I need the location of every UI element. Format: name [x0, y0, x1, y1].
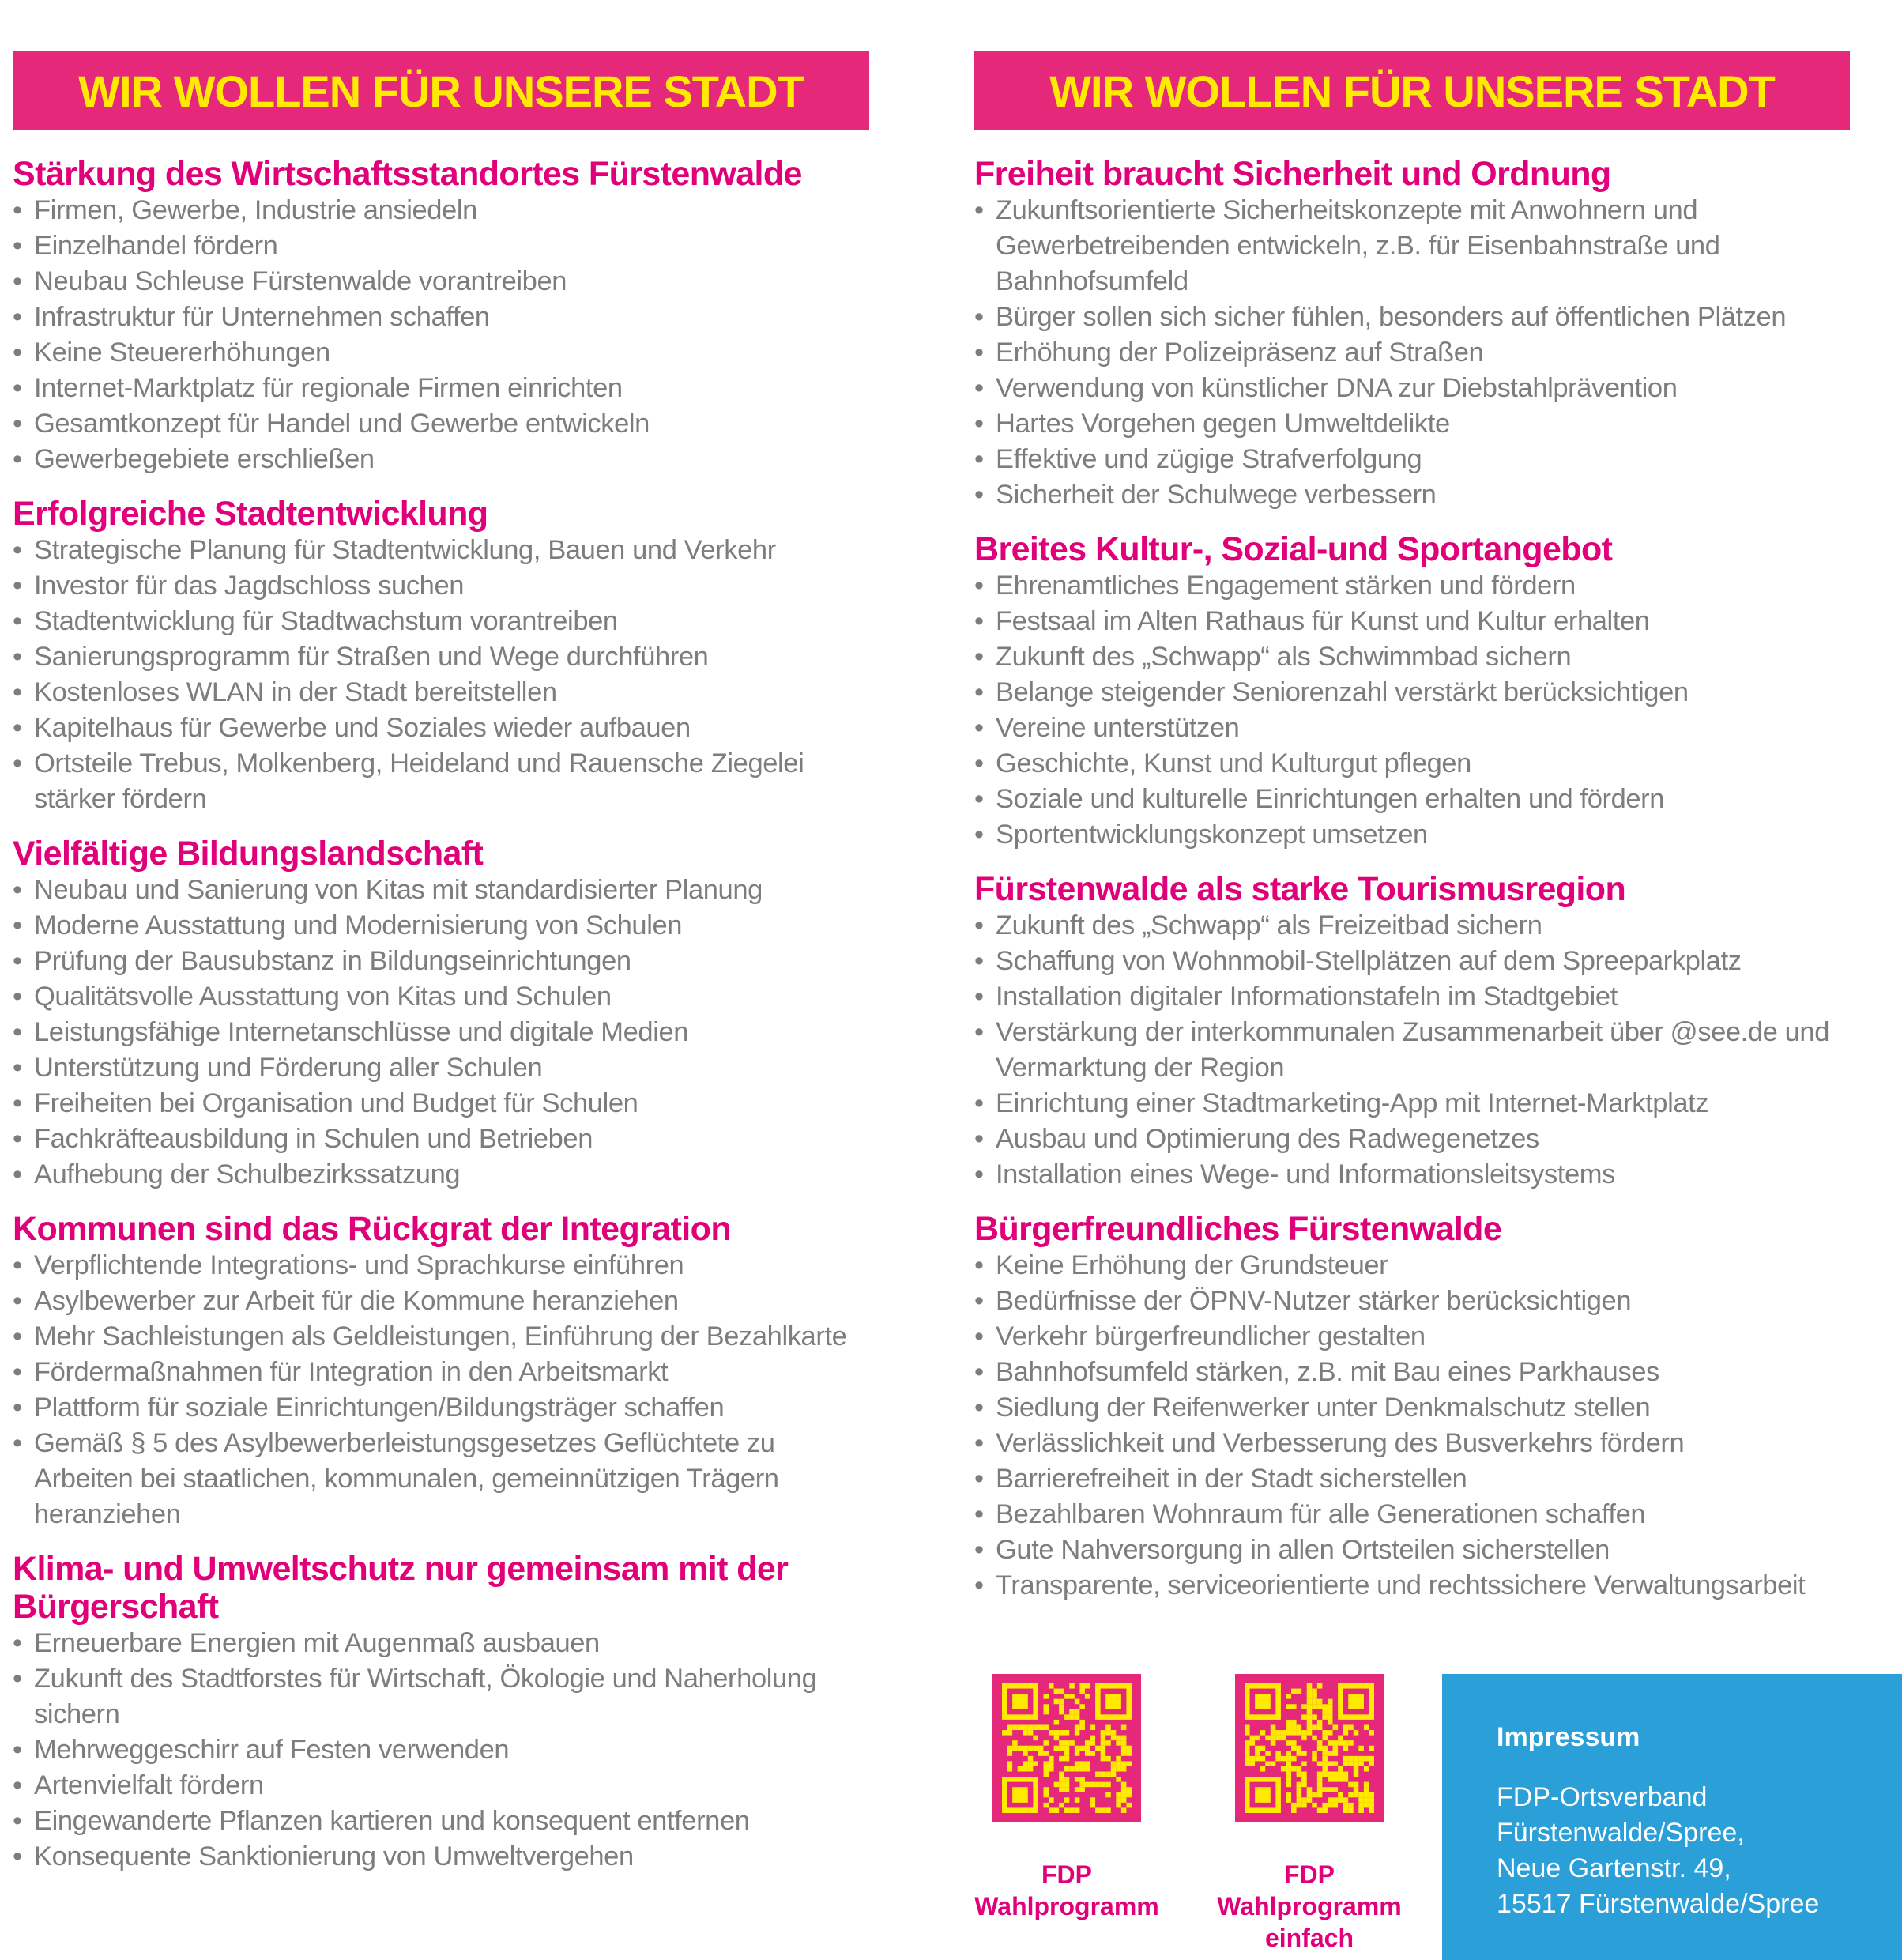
list-item: • Kostenloses WLAN in der Stadt bereitstellen: [13, 675, 877, 710]
list-item: • Unterstützung und Förderung aller Schulen: [13, 1050, 877, 1086]
list-item: • Sportentwicklungskonzept umsetzen: [974, 817, 1855, 853]
bullet-list: [974, 1248, 1855, 1604]
section-staerkung-des-wirtschaftsstandortes-fuer: [13, 155, 877, 477]
list-item: • Siedlung der Reifenwerker unter Denkmalschutz stellen: [974, 1390, 1855, 1426]
bullet-list: [13, 193, 877, 477]
list-item: • Strategische Planung für Stadtentwicklung, Bauen und Verkehr: [13, 533, 877, 568]
qr-label-line1: FDP: [1041, 1860, 1092, 1889]
section-title: Bürgerfreundliches Fürstenwalde: [974, 1210, 1502, 1248]
section-title: Erfolgreiche Stadtentwicklung: [13, 495, 488, 533]
bullet-list: [13, 1626, 877, 1875]
list-item: • Verpflichtende Integrations- und Sprachkurse einführen: [13, 1248, 877, 1283]
list-item: • Zukunftsorientierte Sicherheitskonzepte mit Anwohnern und Gewerbetreibenden entwickeln, z.B. für Eisenbahnstraße und Bahnhofsumfeld: [974, 193, 1855, 300]
list-item: • Erneuerbare Energien mit Augenmaß ausbauen: [13, 1626, 877, 1661]
qr-code-icon[interactable]: [992, 1674, 1141, 1822]
qr-label-line1: FDP Wahlprogramm: [1217, 1860, 1402, 1920]
list-item: • Mehr Sachleistungen als Geldleistungen, Einführung der Bezahlkarte: [13, 1319, 877, 1355]
qr-label-wahlprogramm-einfach: [1191, 1859, 1428, 1954]
list-item: • Vereine unterstützen: [974, 710, 1855, 746]
banner-left-title: WIR WOLLEN FÜR UNSERE STADT: [78, 66, 804, 116]
list-item: • Bahnhofsumfeld stärken, z.B. mit Bau eines Parkhauses: [974, 1355, 1855, 1390]
list-item: • Zukunft des Stadtforstes für Wirtschaft, Ökologie und Naherholung sichern: [13, 1661, 877, 1732]
list-item: • Verwendung von künstlicher DNA zur Diebstahlprävention: [974, 371, 1855, 406]
list-item: • Moderne Ausstattung und Modernisierung von Schulen: [13, 908, 877, 944]
bullet-list: [974, 568, 1855, 853]
list-item: • Verlässlichkeit und Verbesserung des Busverkehrs fördern: [974, 1426, 1855, 1461]
section-fuerstenwalde-als-starke-tourismusregion: [974, 870, 1855, 1193]
section-title: Kommunen sind das Rückgrat der Integration: [13, 1210, 731, 1248]
list-item: • Mehrweggeschirr auf Festen verwenden: [13, 1732, 877, 1768]
list-item: • Sanierungsprogramm für Straßen und Wege durchführen: [13, 639, 877, 675]
list-item: • Konsequente Sanktionierung von Umweltvergehen: [13, 1839, 877, 1875]
list-item: • Schaffung von Wohnmobil-Stellplätzen auf dem Spreeparkplatz: [974, 944, 1855, 979]
list-item: • Sicherheit der Schulwege verbessern: [974, 477, 1855, 513]
bullet-list: [13, 1248, 877, 1532]
section-title: Klima- und Umweltschutz nur gemeinsam mit der Bürgerschaft: [13, 1550, 789, 1626]
qr-block-wahlprogramm-einfach: [1191, 1674, 1428, 1954]
list-item: • Gewerbegebiete erschließen: [13, 442, 877, 477]
list-item: • Infrastruktur für Unternehmen schaffen: [13, 300, 877, 335]
list-item: • Prüfung der Bausubstanz in Bildungseinrichtungen: [13, 944, 877, 979]
qr-code-icon[interactable]: [1235, 1674, 1384, 1822]
list-item: • Keine Erhöhung der Grundsteuer: [974, 1248, 1855, 1283]
list-item: • Ehrenamtliches Engagement stärken und fördern: [974, 568, 1855, 604]
list-item: • Neubau und Sanierung von Kitas mit standardisierter Planung: [13, 873, 877, 908]
section-erfolgreiche-stadtentwicklung: [13, 495, 877, 817]
section-title: Fürstenwalde als starke Tourismusregion: [974, 870, 1626, 908]
list-item: • Aufhebung der Schulbezirkssatzung: [13, 1157, 877, 1193]
section-title: Freiheit braucht Sicherheit und Ordnung: [974, 155, 1611, 193]
section-klima-und-umweltschutz-nur-gemeinsam-mit: [13, 1550, 877, 1875]
list-item: • Ortsteile Trebus, Molkenberg, Heideland und Rauensche Ziegelei stärker fördern: [13, 746, 877, 817]
list-item: • Bürger sollen sich sicher fühlen, besonders auf öffentlichen Plätzen: [974, 300, 1855, 335]
section-title: Stärkung des Wirtschaftsstandortes Fürstenwalde: [13, 155, 802, 193]
qr-label-line2: Wahlprogramm: [974, 1892, 1159, 1920]
list-item: • Investor für das Jagdschloss suchen: [13, 568, 877, 604]
section-title: Vielfältige Bildungslandschaft: [13, 835, 484, 873]
list-item: • Firmen, Gewerbe, Industrie ansiedeln: [13, 193, 877, 228]
list-item: • Fachkräfteausbildung in Schulen und Betrieben: [13, 1121, 877, 1157]
impressum-line: Fürstenwalde/Spree,: [1497, 1818, 1745, 1848]
impressum-line: FDP-Ortsverband: [1497, 1782, 1708, 1812]
list-item: • Einzelhandel fördern: [13, 228, 877, 264]
banner-right-title: WIR WOLLEN FÜR UNSERE STADT: [1049, 66, 1775, 116]
list-item: • Bedürfnisse der ÖPNV-Nutzer stärker berücksichtigen: [974, 1283, 1855, 1319]
section-freiheit-braucht-sicherheit-und-ordnung: [974, 155, 1855, 513]
impressum-line: Neue Gartenstr. 49,: [1497, 1853, 1731, 1883]
list-item: • Artenvielfalt fördern: [13, 1768, 877, 1804]
list-item: • Freiheiten bei Organisation und Budget für Schulen: [13, 1086, 877, 1121]
list-item: • Verkehr bürgerfreundlicher gestalten: [974, 1319, 1855, 1355]
right-column: [974, 155, 1855, 1621]
impressum-title: Impressum: [1497, 1722, 1640, 1752]
list-item: • Hartes Vorgehen gegen Umweltdelikte: [974, 406, 1855, 442]
list-item: • Kapitelhaus für Gewerbe und Soziales wieder aufbauen: [13, 710, 877, 746]
banner-right: [974, 51, 1850, 130]
list-item: • Leistungsfähige Internetanschlüsse und digitale Medien: [13, 1015, 877, 1050]
bullet-list: [974, 193, 1855, 513]
list-item: • Asylbewerber zur Arbeit für die Kommune heranziehen: [13, 1283, 877, 1319]
impressum-line: 15517 Fürstenwalde/Spree: [1497, 1889, 1820, 1919]
list-item: • Verstärkung der interkommunalen Zusammenarbeit über @see.de und Vermarktung der Region: [974, 1015, 1855, 1086]
qr-label-line2: einfach: [1264, 1924, 1354, 1952]
list-item: • Erhöhung der Polizeipräsenz auf Straßen: [974, 335, 1855, 371]
banner-left: [13, 51, 869, 130]
list-item: • Fördermaßnahmen für Integration in den Arbeitsmarkt: [13, 1355, 877, 1390]
qr-block-wahlprogramm: [948, 1674, 1185, 1922]
bullet-list: [13, 533, 877, 817]
list-item: • Transparente, serviceorientierte und rechtssichere Verwaltungsarbeit: [974, 1568, 1855, 1604]
list-item: • Effektive und zügige Strafverfolgung: [974, 442, 1855, 477]
section-breites-kultur-sozial-und-sportangebot: [974, 530, 1855, 853]
list-item: • Neubau Schleuse Fürstenwalde vorantreiben: [13, 264, 877, 300]
list-item: • Installation digitaler Informationstafeln im Stadtgebiet: [974, 979, 1855, 1015]
bullet-list: [13, 873, 877, 1193]
list-item: • Einrichtung einer Stadtmarketing-App mit Internet-Marktplatz: [974, 1086, 1855, 1121]
list-item: • Festsaal im Alten Rathaus für Kunst und Kultur erhalten: [974, 604, 1855, 639]
list-item: • Zukunft des „Schwapp“ als Schwimmbad sichern: [974, 639, 1855, 675]
list-item: • Gute Nahversorgung in allen Ortsteilen sicherstellen: [974, 1532, 1855, 1568]
left-column: [13, 155, 877, 1892]
section-vielfaeltige-bildungslandschaft: [13, 835, 877, 1193]
list-item: • Bezahlbaren Wohnraum für alle Generationen schaffen: [974, 1497, 1855, 1532]
list-item: • Stadtentwicklung für Stadtwachstum vorantreiben: [13, 604, 877, 639]
list-item: • Belange steigender Seniorenzahl verstärkt berücksichtigen: [974, 675, 1855, 710]
list-item: • Qualitätsvolle Ausstattung von Kitas und Schulen: [13, 979, 877, 1015]
list-item: • Gesamtkonzept für Handel und Gewerbe entwickeln: [13, 406, 877, 442]
impressum-box: [1442, 1674, 1902, 1960]
list-item: • Ausbau und Optimierung des Radwegenetzes: [974, 1121, 1855, 1157]
list-item: • Zukunft des „Schwapp“ als Freizeitbad sichern: [974, 908, 1855, 944]
list-item: • Plattform für soziale Einrichtungen/Bildungsträger schaffen: [13, 1390, 877, 1426]
list-item: • Internet-Marktplatz für regionale Firmen einrichten: [13, 371, 877, 406]
list-item: • Installation eines Wege- und Informationsleitsystems: [974, 1157, 1855, 1193]
list-item: • Geschichte, Kunst und Kulturgut pflegen: [974, 746, 1855, 782]
list-item: • Eingewanderte Pflanzen kartieren und konsequent entfernen: [13, 1804, 877, 1839]
section-title: Breites Kultur-, Sozial-und Sportangebot: [974, 530, 1613, 568]
section-kommunen-sind-das-rueckgrat-der-integrat: [13, 1210, 877, 1532]
bullet-list: [974, 908, 1855, 1193]
section-buergerfreundliches-fuerstenwalde: [974, 1210, 1855, 1604]
qr-label-wahlprogramm: [948, 1859, 1185, 1922]
list-item: • Keine Steuererhöhungen: [13, 335, 877, 371]
list-item: • Barrierefreiheit in der Stadt sicherstellen: [974, 1461, 1855, 1497]
list-item: • Gemäß § 5 des Asylbewerberleistungsgesetzes Geflüchtete zu Arbeiten bei staatlichen, kommunalen, gemeinnützigen Trägern heranziehen: [13, 1426, 877, 1532]
list-item: • Soziale und kulturelle Einrichtungen erhalten und fördern: [974, 782, 1855, 817]
